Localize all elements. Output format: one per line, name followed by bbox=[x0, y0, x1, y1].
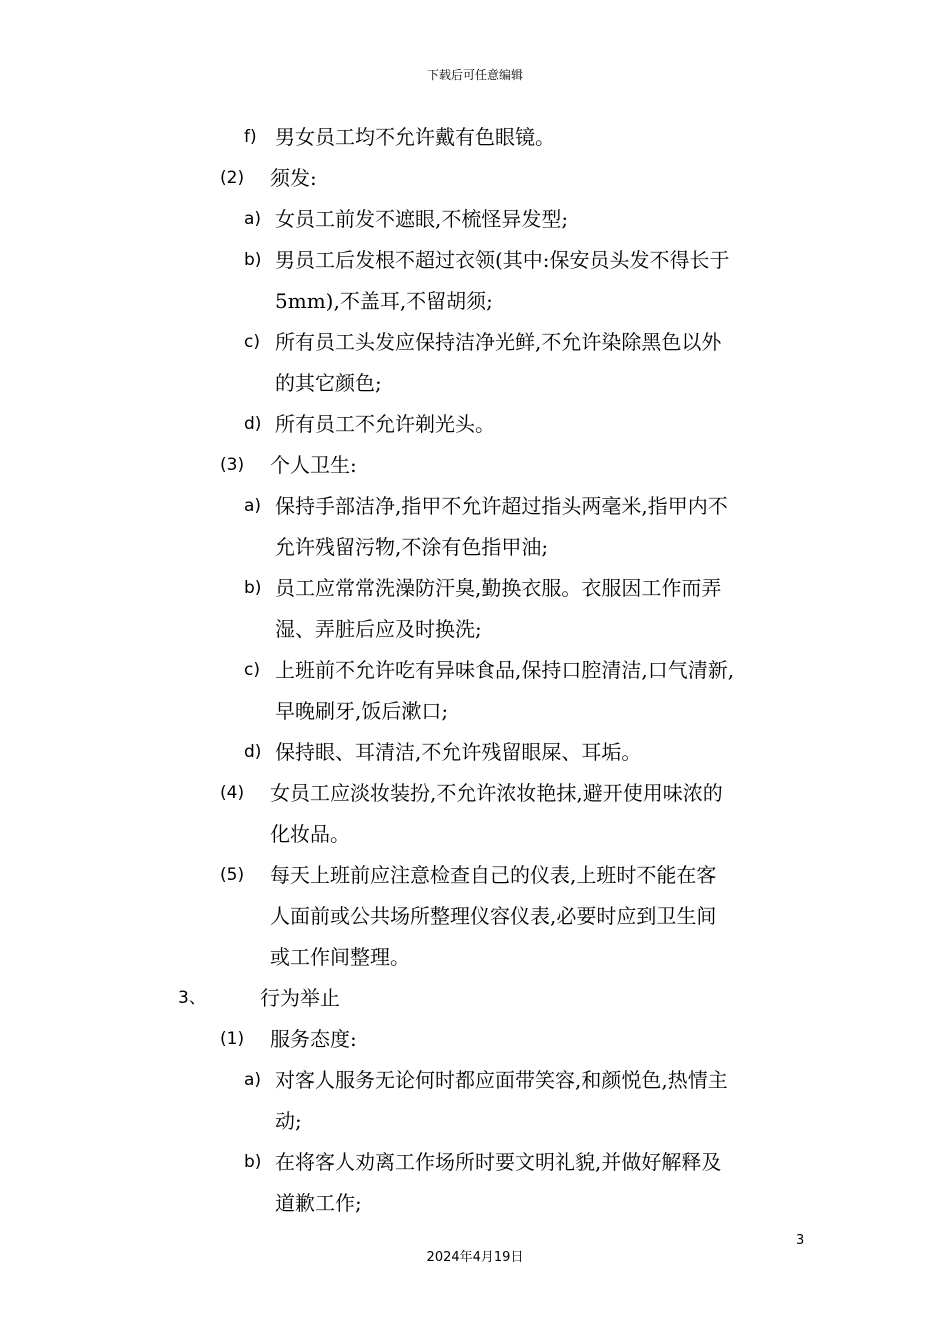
page-footer-date: 2024年4月19日 bbox=[426, 1250, 524, 1265]
list-item-continuation: 或工作间整理。 bbox=[270, 945, 410, 969]
list-item-text: 男女员工均不允许戴有色眼镜。 bbox=[275, 125, 555, 149]
list-item-continuation: 早晚刷牙,饭后漱口; bbox=[275, 699, 449, 723]
list-marker: d) bbox=[244, 414, 262, 434]
page-header: 下载后可任意编辑 bbox=[426, 68, 523, 82]
list-marker: (2) bbox=[220, 168, 245, 188]
list-item-continuation: 5mm),不盖耳,不留胡须; bbox=[275, 289, 493, 313]
list-item-continuation: 化妆品。 bbox=[270, 822, 350, 846]
list-marker: b) bbox=[244, 250, 262, 270]
list-item-continuation: 的其它颜色; bbox=[275, 371, 382, 395]
list-marker: a) bbox=[244, 209, 262, 229]
list-marker: 3、 bbox=[178, 988, 206, 1008]
section-heading: 服务态度: bbox=[270, 1027, 357, 1051]
list-marker: c) bbox=[244, 660, 260, 680]
list-item-text: 每天上班前应注意检查自己的仪表,上班时不能在客 bbox=[270, 863, 717, 887]
list-marker: d) bbox=[244, 742, 262, 762]
list-item-text: 所有员工不允许剃光头。 bbox=[275, 412, 495, 436]
section-heading: 行为举止 bbox=[260, 986, 340, 1010]
page-number: 3 bbox=[796, 1233, 805, 1248]
list-marker: (4) bbox=[220, 783, 245, 803]
list-marker: b) bbox=[244, 578, 262, 598]
list-marker: (3) bbox=[220, 455, 245, 475]
list-marker: a) bbox=[244, 1070, 262, 1090]
list-marker: b) bbox=[244, 1152, 262, 1172]
list-item-text: 男员工后发根不超过衣领(其中:保安员头发不得长于 bbox=[275, 248, 730, 272]
section-heading: 个人卫生: bbox=[270, 453, 357, 477]
list-marker: a) bbox=[244, 496, 262, 516]
list-item-text: 对客人服务无论何时都应面带笑容,和颜悦色,热情主 bbox=[275, 1068, 728, 1092]
list-marker: c) bbox=[244, 332, 260, 352]
list-marker: (5) bbox=[220, 865, 245, 885]
list-item-text: 女员工应淡妆装扮,不允许浓妆艳抹,避开使用味浓的 bbox=[270, 781, 723, 805]
list-item-text: 保持眼、耳清洁,不允许残留眼屎、耳垢。 bbox=[275, 740, 642, 764]
list-item-continuation: 人面前或公共场所整理仪容仪表,必要时应到卫生间 bbox=[270, 904, 717, 928]
list-marker: f) bbox=[244, 127, 257, 147]
list-item-text: 所有员工头发应保持洁净光鲜,不允许染除黑色以外 bbox=[275, 330, 722, 354]
list-item-text: 女员工前发不遮眼,不梳怪异发型; bbox=[275, 207, 569, 231]
list-item-text: 在将客人劝离工作场所时要文明礼貌,并做好解释及 bbox=[275, 1150, 722, 1174]
list-item-text: 保持手部洁净,指甲不允许超过指头两毫米,指甲内不 bbox=[275, 494, 728, 518]
list-item-continuation: 动; bbox=[275, 1109, 302, 1133]
list-item-continuation: 湿、弄脏后应及时换洗; bbox=[275, 617, 482, 641]
list-marker: (1) bbox=[220, 1029, 245, 1049]
list-item-text: 员工应常常洗澡防汗臭,勤换衣服。衣服因工作而弄 bbox=[275, 576, 722, 600]
list-item-text: 上班前不允许吃有异味食品,保持口腔清洁,口气清新, bbox=[275, 658, 735, 682]
section-heading: 须发: bbox=[270, 166, 317, 190]
list-item-continuation: 道歉工作; bbox=[275, 1191, 362, 1215]
list-item-continuation: 允许残留污物,不涂有色指甲油; bbox=[275, 535, 549, 559]
